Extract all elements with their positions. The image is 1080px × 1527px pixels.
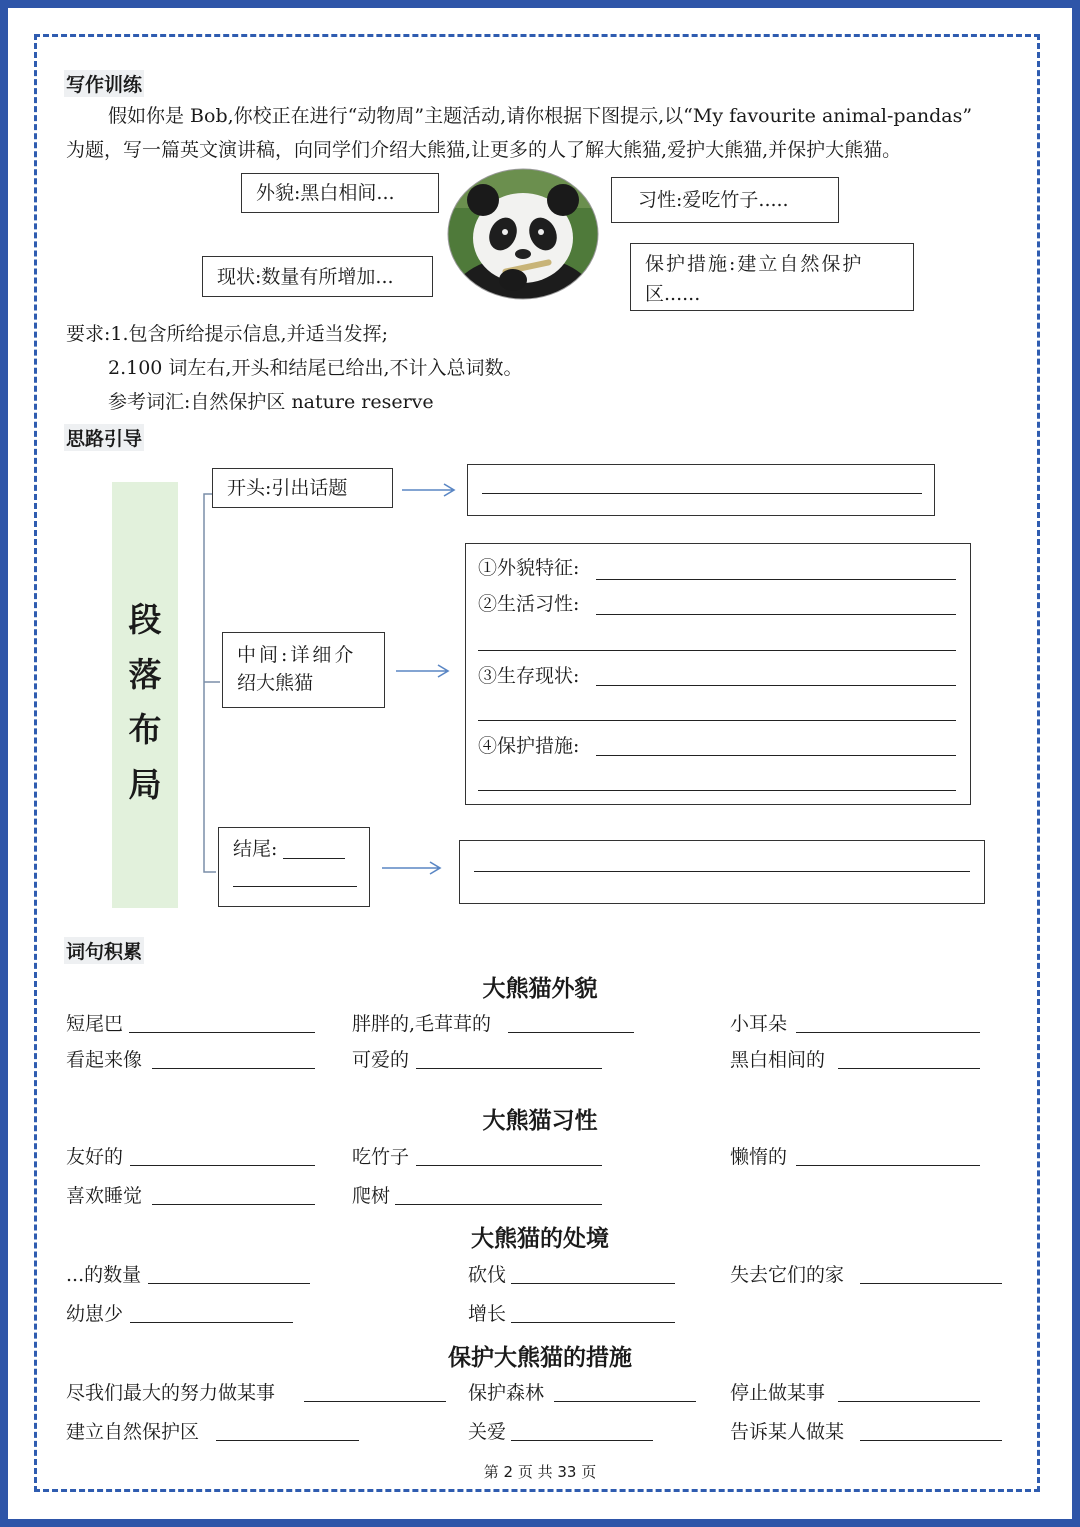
arrow-icon xyxy=(380,858,444,878)
blank-line xyxy=(511,1322,675,1323)
blank-line xyxy=(478,720,956,721)
hint-habit-text: 习性:爱吃竹子..... xyxy=(638,189,789,211)
blank-line xyxy=(478,650,956,651)
vocab-group-title: 大熊猫的处境 xyxy=(471,1226,609,1252)
hint-protection-text-1: 保护措施:建立自然保护 xyxy=(645,253,864,275)
layout-char: 局 xyxy=(128,765,162,804)
layout-char: 落 xyxy=(128,655,162,694)
vocab-item: 保护森林 xyxy=(468,1382,545,1404)
panda-photo xyxy=(447,168,599,300)
requirement-1: 要求:1.包含所给提示信息,并适当发挥; xyxy=(66,323,388,345)
blank-line xyxy=(554,1401,696,1402)
hint-protection-text-2: 区...... xyxy=(645,283,701,305)
blank-line xyxy=(129,1032,315,1033)
vocab-item: 告诉某人做某 xyxy=(730,1421,845,1443)
vocab-item: 停止做某事 xyxy=(730,1382,826,1404)
reference-vocab: 参考词汇:自然保护区 nature reserve xyxy=(108,391,434,413)
vocab-group-title: 大熊猫习性 xyxy=(482,1108,598,1134)
blank-line xyxy=(596,685,956,686)
middle-answer-box xyxy=(465,543,971,805)
blank-line xyxy=(596,579,956,580)
blank-line xyxy=(511,1283,675,1284)
vocab-item: 幼崽少 xyxy=(66,1303,124,1325)
blank-line xyxy=(838,1068,980,1069)
ending-answer-box xyxy=(459,840,985,904)
vocab-item: 胖胖的,毛茸茸的 xyxy=(352,1013,492,1035)
page-number: 第 2 页 共 33 页 xyxy=(483,1463,597,1481)
blank-line xyxy=(482,493,922,494)
vocab-item: 友好的 xyxy=(66,1146,124,1168)
vocab-item: 关爱 xyxy=(468,1421,507,1443)
blank-line xyxy=(416,1165,602,1166)
ending-box xyxy=(218,827,370,907)
blank-line xyxy=(596,614,956,615)
vocab-item: 建立自然保护区 xyxy=(66,1421,200,1443)
vocab-group-title: 保护大熊猫的措施 xyxy=(448,1345,632,1371)
vocab-item: 看起来像 xyxy=(66,1049,143,1071)
vocab-item: 失去它们的家 xyxy=(730,1264,845,1286)
prompt-line-2: 为题，写一篇英文演讲稿，向同学们介绍大熊猫,让更多的人了解大熊猫,爱护大熊猫,并保护大熊猫。 xyxy=(66,139,902,161)
arrow-icon xyxy=(394,661,452,681)
layout-char: 段 xyxy=(128,600,162,639)
blank-line xyxy=(416,1068,602,1069)
opening-label: 开头:引出话题 xyxy=(227,477,348,499)
vocab-item: 小耳朵 xyxy=(730,1013,788,1035)
vocab-item: 懒惰的 xyxy=(730,1146,788,1168)
blank-line xyxy=(796,1032,980,1033)
hint-appearance-text: 外貌:黑白相间... xyxy=(256,182,395,204)
blank-line xyxy=(796,1165,980,1166)
middle-label-1: 中间:详细介 xyxy=(237,644,357,666)
blank-line xyxy=(233,886,357,887)
item-appearance: ①外貌特征: xyxy=(478,557,580,579)
section-heading-vocab: 词句积累 xyxy=(64,937,144,964)
blank-line xyxy=(395,1204,602,1205)
layout-char: 布 xyxy=(128,710,162,749)
blank-line xyxy=(130,1322,293,1323)
middle-box xyxy=(222,632,385,708)
vocab-item: 黑白相间的 xyxy=(730,1049,826,1071)
item-habit: ②生活习性: xyxy=(478,593,580,615)
hint-box-protection xyxy=(630,243,914,311)
blank-line xyxy=(148,1283,310,1284)
vocab-item: ...的数量 xyxy=(66,1264,142,1286)
hint-status-text: 现状:数量有所增加... xyxy=(217,266,394,288)
middle-label-2: 绍大熊猫 xyxy=(237,672,314,694)
blank-line xyxy=(511,1440,653,1441)
hint-box-status xyxy=(202,256,433,297)
blank-line xyxy=(596,755,956,756)
blank-line xyxy=(860,1283,1002,1284)
blank-line xyxy=(860,1440,1002,1441)
vocab-item: 短尾巴 xyxy=(66,1013,124,1035)
requirement-2: 2.100 词左右,开头和结尾已给出,不计入总词数。 xyxy=(108,357,523,379)
opening-box xyxy=(212,468,393,508)
vocab-item: 爬树 xyxy=(352,1185,391,1207)
blank-line xyxy=(478,790,956,791)
ending-label: 结尾: xyxy=(233,838,278,860)
blank-line xyxy=(130,1165,315,1166)
section-heading-writing: 写作训练 xyxy=(64,70,144,97)
section-heading-outline: 思路引导 xyxy=(64,424,144,451)
outline-bracket xyxy=(186,480,226,880)
blank-line xyxy=(283,858,345,859)
opening-answer-box xyxy=(467,464,935,516)
item-protection: ④保护措施: xyxy=(478,735,580,757)
vocab-item: 尽我们最大的努力做某事 xyxy=(66,1382,276,1404)
vocab-group-title: 大熊猫外貌 xyxy=(482,976,598,1002)
paragraph-layout-label xyxy=(112,482,178,908)
vocab-item: 吃竹子 xyxy=(352,1146,410,1168)
blank-line xyxy=(508,1032,634,1033)
blank-line xyxy=(474,871,970,872)
blank-line xyxy=(152,1068,315,1069)
hint-box-appearance xyxy=(241,173,439,213)
arrow-icon xyxy=(400,480,458,500)
vocab-item: 增长 xyxy=(468,1303,507,1325)
hint-box-habit xyxy=(611,177,839,223)
blank-line xyxy=(304,1401,446,1402)
vocab-item: 可爱的 xyxy=(352,1049,410,1071)
vocab-item: 砍伐 xyxy=(468,1264,507,1286)
blank-line xyxy=(838,1401,980,1402)
prompt-line-1: 假如你是 Bob,你校正在进行“动物周”主题活动,请你根据下图提示,以“My favourite animal-pandas” xyxy=(108,105,973,127)
vocab-item: 喜欢睡觉 xyxy=(66,1185,143,1207)
item-status: ③生存现状: xyxy=(478,665,580,687)
blank-line xyxy=(152,1204,315,1205)
blank-line xyxy=(216,1440,359,1441)
